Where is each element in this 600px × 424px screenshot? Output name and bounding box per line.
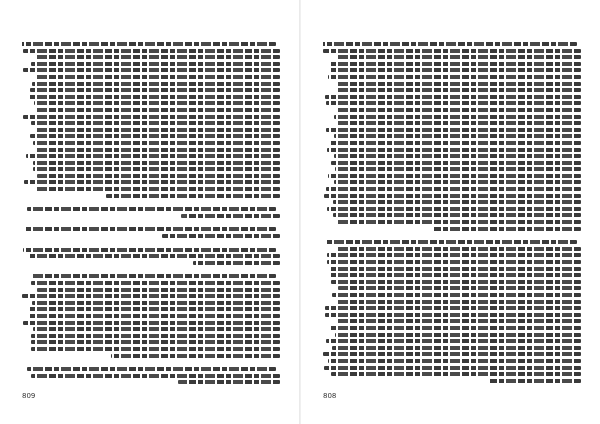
text-line [489,379,581,383]
paragraph-gap [323,385,581,390]
text-line [329,141,581,145]
text-line [336,121,581,125]
text-line [333,200,581,204]
text-line [332,293,581,297]
left-page-text [22,42,280,390]
text-line [111,354,280,358]
text-line [328,174,581,178]
text-line [35,187,280,191]
text-line [328,75,581,79]
text-line [327,207,581,211]
text-line [31,374,280,378]
text-line [334,154,581,158]
paragraph-gap [22,220,280,227]
text-line [30,134,280,138]
text-line [326,240,577,244]
text-line [324,194,581,198]
text-line [33,327,280,331]
text-line [31,347,280,351]
text-line [335,333,582,337]
text-line [162,234,280,238]
text-line [326,101,581,105]
text-line [28,95,280,99]
text-line [33,167,280,171]
left-page-number: 809 [22,392,36,400]
text-line [335,167,581,171]
text-line [27,207,276,211]
paragraph-gap [22,267,280,274]
paragraph-gap [22,387,280,390]
text-line [36,108,280,112]
text-line [23,321,280,325]
text-line [181,214,280,218]
text-line [330,326,581,330]
text-line [327,260,581,264]
text-line [31,274,276,278]
text-line [31,334,280,338]
text-line [329,68,581,72]
text-line [31,62,280,66]
text-line [334,180,581,184]
text-line [28,254,280,258]
text-line [337,247,581,251]
paragraph-gap [22,200,280,207]
text-line [33,141,280,145]
text-line [331,372,581,376]
text-line [333,213,582,217]
text-line [28,307,280,311]
text-line [327,253,581,257]
text-line [31,121,280,125]
text-line [326,339,581,343]
paragraph-gap [22,360,280,367]
text-line [336,220,581,224]
text-line [23,248,276,252]
text-line [323,352,581,356]
right-page-text [323,42,581,390]
text-line [330,267,581,271]
text-line [23,115,280,119]
text-line [37,288,280,292]
left-page [0,0,299,424]
text-line [325,313,581,317]
text-line [178,380,280,384]
text-line [24,180,280,184]
text-line [326,128,581,132]
text-line [32,82,280,86]
text-line [31,281,280,285]
text-line [325,306,581,310]
text-line [331,161,581,165]
text-line [337,300,581,304]
text-line [26,154,280,158]
text-line [35,75,280,79]
right-page-number: 808 [323,392,337,400]
text-line [36,55,280,59]
text-line [326,187,581,191]
paragraph-gap [22,241,280,248]
text-line [28,314,280,318]
text-line [32,301,280,305]
text-line [328,359,581,363]
text-line [331,280,581,284]
text-line [25,227,276,231]
text-line [35,128,280,132]
text-line [327,148,581,152]
text-line [336,88,581,92]
text-line [330,273,581,277]
text-line [324,366,581,370]
text-line [338,286,581,290]
text-line [330,62,581,66]
text-line [22,42,276,46]
text-line [33,161,280,165]
text-line [336,55,581,59]
text-line [334,134,581,138]
text-line [27,367,276,371]
text-line [325,95,581,99]
text-line [34,101,280,105]
text-line [193,261,280,265]
text-line [337,319,581,323]
text-line [23,49,280,53]
text-line [22,294,280,298]
text-line [31,340,280,344]
text-line [334,115,581,119]
text-line [37,174,280,178]
text-line [337,82,581,86]
text-line [36,148,280,152]
text-line [106,194,280,198]
text-line [433,227,581,231]
right-page [301,0,600,424]
text-line [323,49,581,53]
text-line [337,108,581,112]
paragraph-gap [323,233,581,240]
text-line [30,88,280,92]
text-line [332,346,581,350]
text-line [23,68,280,72]
text-line [323,42,577,46]
